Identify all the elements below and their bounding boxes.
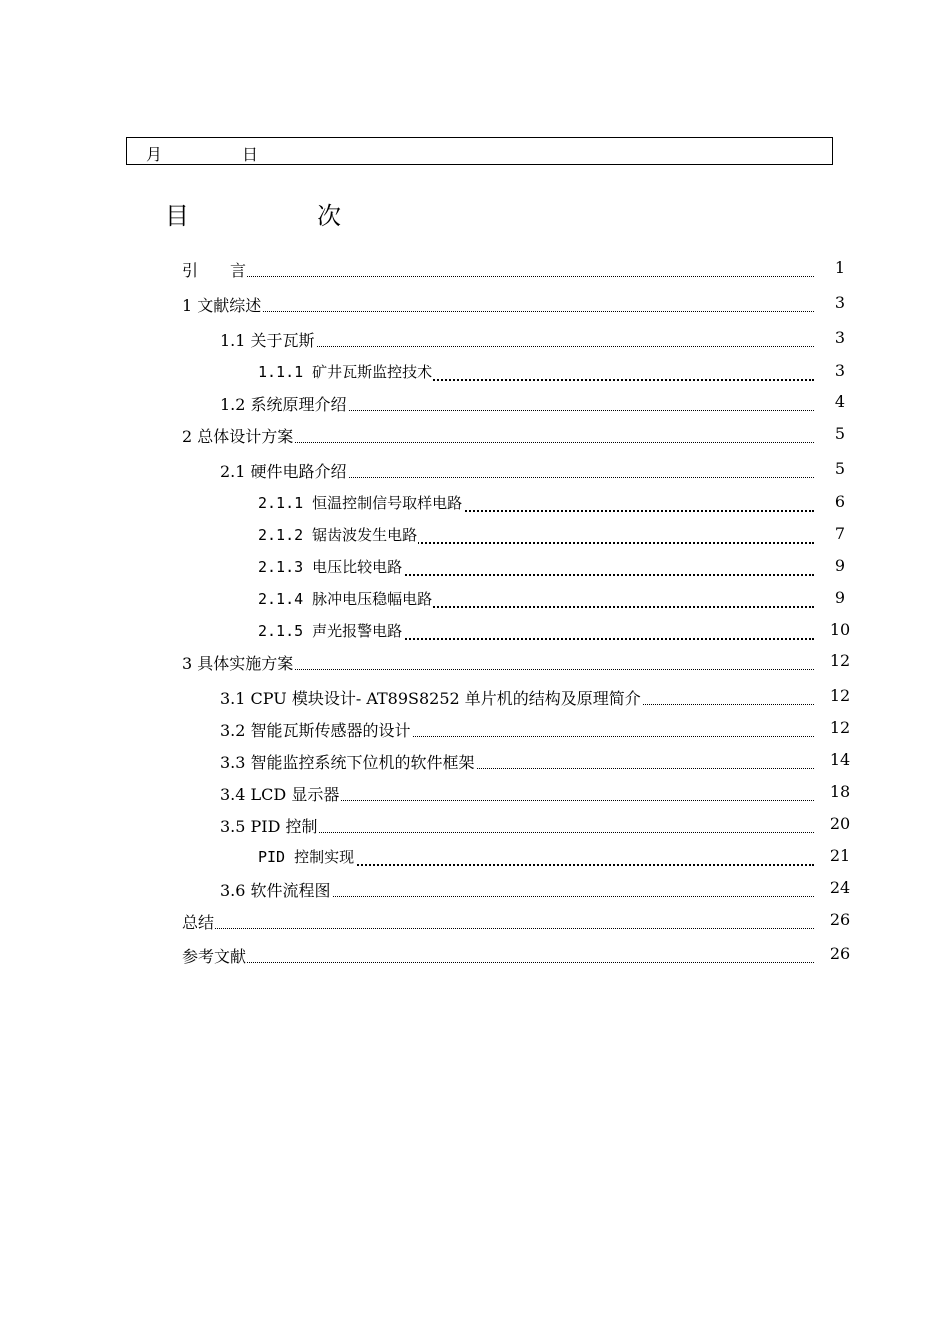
- toc-entry[interactable]: [0, 651, 950, 673]
- toc-entry-title: 2.1.5 声光报警电路: [258, 622, 403, 640]
- toc-entry-title: 参考文献: [182, 944, 247, 967]
- toc-entry[interactable]: [0, 588, 950, 610]
- toc-entry[interactable]: [0, 910, 950, 932]
- toc-entry-page: 6: [834, 492, 846, 511]
- toc-entry-page: 21: [829, 846, 851, 865]
- toc-entry-title: 3.3 智能监控系统下位机的软件框架: [220, 750, 476, 773]
- dot-leader: [182, 928, 814, 929]
- toc-entry[interactable]: [0, 328, 950, 350]
- toc-entry-page: 3: [834, 328, 846, 347]
- toc-entry[interactable]: [0, 944, 950, 966]
- toc-entry-page: 24: [829, 878, 851, 897]
- toc-entry-title: 3.6 软件流程图: [220, 878, 332, 901]
- toc-entry-title: PID 控制实现: [258, 848, 355, 866]
- toc-entry-page: 12: [829, 651, 851, 670]
- toc-entry-page: 26: [829, 910, 851, 929]
- toc-entry[interactable]: [0, 620, 950, 642]
- dot-leader: [182, 311, 814, 312]
- toc-entry[interactable]: [0, 492, 950, 514]
- toc-entry[interactable]: [0, 293, 950, 315]
- toc-entry-page: 12: [829, 686, 851, 705]
- toc-entry-page: 18: [829, 782, 851, 801]
- toc-entry-title: 3.4 LCD 显示器: [220, 782, 340, 805]
- dot-leader: [182, 276, 814, 277]
- toc-entry[interactable]: [0, 718, 950, 740]
- toc-entry-page: 26: [829, 944, 851, 963]
- toc-entry[interactable]: [0, 424, 950, 446]
- toc-entry-page: 1: [834, 258, 846, 277]
- toc-entry-title: 1.2 系统原理介绍: [220, 392, 348, 415]
- toc-entry-page: 10: [829, 620, 851, 639]
- toc-entry-page: 14: [829, 750, 851, 769]
- toc-entry[interactable]: [0, 782, 950, 804]
- toc-entry-title: 2.1.4 脉冲电压稳幅电路: [258, 590, 433, 608]
- toc-entry-page: 20: [829, 814, 851, 833]
- dot-leader: [182, 962, 814, 963]
- toc-entry[interactable]: [0, 556, 950, 578]
- toc-entry-title: 3.2 智能瓦斯传感器的设计: [220, 718, 412, 741]
- toc-entry-title: 2.1.1 恒温控制信号取样电路: [258, 494, 463, 512]
- toc-entry[interactable]: [0, 686, 950, 708]
- toc-entry-page: 4: [834, 392, 846, 411]
- toc-entry-page: 9: [834, 556, 846, 575]
- toc-entry[interactable]: [0, 459, 950, 481]
- toc-entry-title: 1 文献综述: [182, 293, 262, 316]
- toc-entry[interactable]: [0, 392, 950, 414]
- toc-entry-page: 12: [829, 718, 851, 737]
- toc-entry-title: 3 具体实施方案: [182, 651, 294, 674]
- toc-entry-title: 3.5 PID 控制: [220, 814, 319, 837]
- toc-entry-title: 2.1.2 锯齿波发生电路: [258, 526, 418, 544]
- toc-entry-page: 7: [834, 524, 846, 543]
- toc-entry-title: 1.1.1 矿井瓦斯监控技术: [258, 363, 433, 381]
- toc-entry-page: 9: [834, 588, 846, 607]
- toc-entry-title: 引 言: [182, 258, 247, 281]
- toc-entry-title: 2.1 硬件电路介绍: [220, 459, 348, 482]
- toc-entry[interactable]: [0, 524, 950, 546]
- toc-entry-title: 总结: [182, 910, 215, 933]
- toc-entry-title: 3.1 CPU 模块设计- AT89S8252 单片机的结构及原理简介: [220, 686, 642, 709]
- toc-entry[interactable]: [0, 846, 950, 868]
- toc-entry-page: 3: [834, 361, 846, 380]
- toc-entry[interactable]: [0, 750, 950, 772]
- toc-heading-char-2: 次: [317, 202, 341, 230]
- toc-entry-page: 5: [834, 459, 846, 478]
- toc-entry[interactable]: [0, 361, 950, 383]
- toc-entry[interactable]: [0, 258, 950, 280]
- toc-entry-page: 3: [834, 293, 846, 312]
- day-label: 日: [242, 145, 259, 164]
- toc-entry[interactable]: [0, 878, 950, 900]
- toc-heading-char-1: 目: [165, 202, 189, 230]
- toc-entry-title: 2.1.3 电压比较电路: [258, 558, 403, 576]
- toc-entry-page: 5: [834, 424, 846, 443]
- toc-entry-title: 1.1 关于瓦斯: [220, 328, 316, 351]
- toc-entry[interactable]: [0, 814, 950, 836]
- date-box: [126, 137, 833, 165]
- month-label: 月: [146, 145, 163, 164]
- toc-entry-title: 2 总体设计方案: [182, 424, 294, 447]
